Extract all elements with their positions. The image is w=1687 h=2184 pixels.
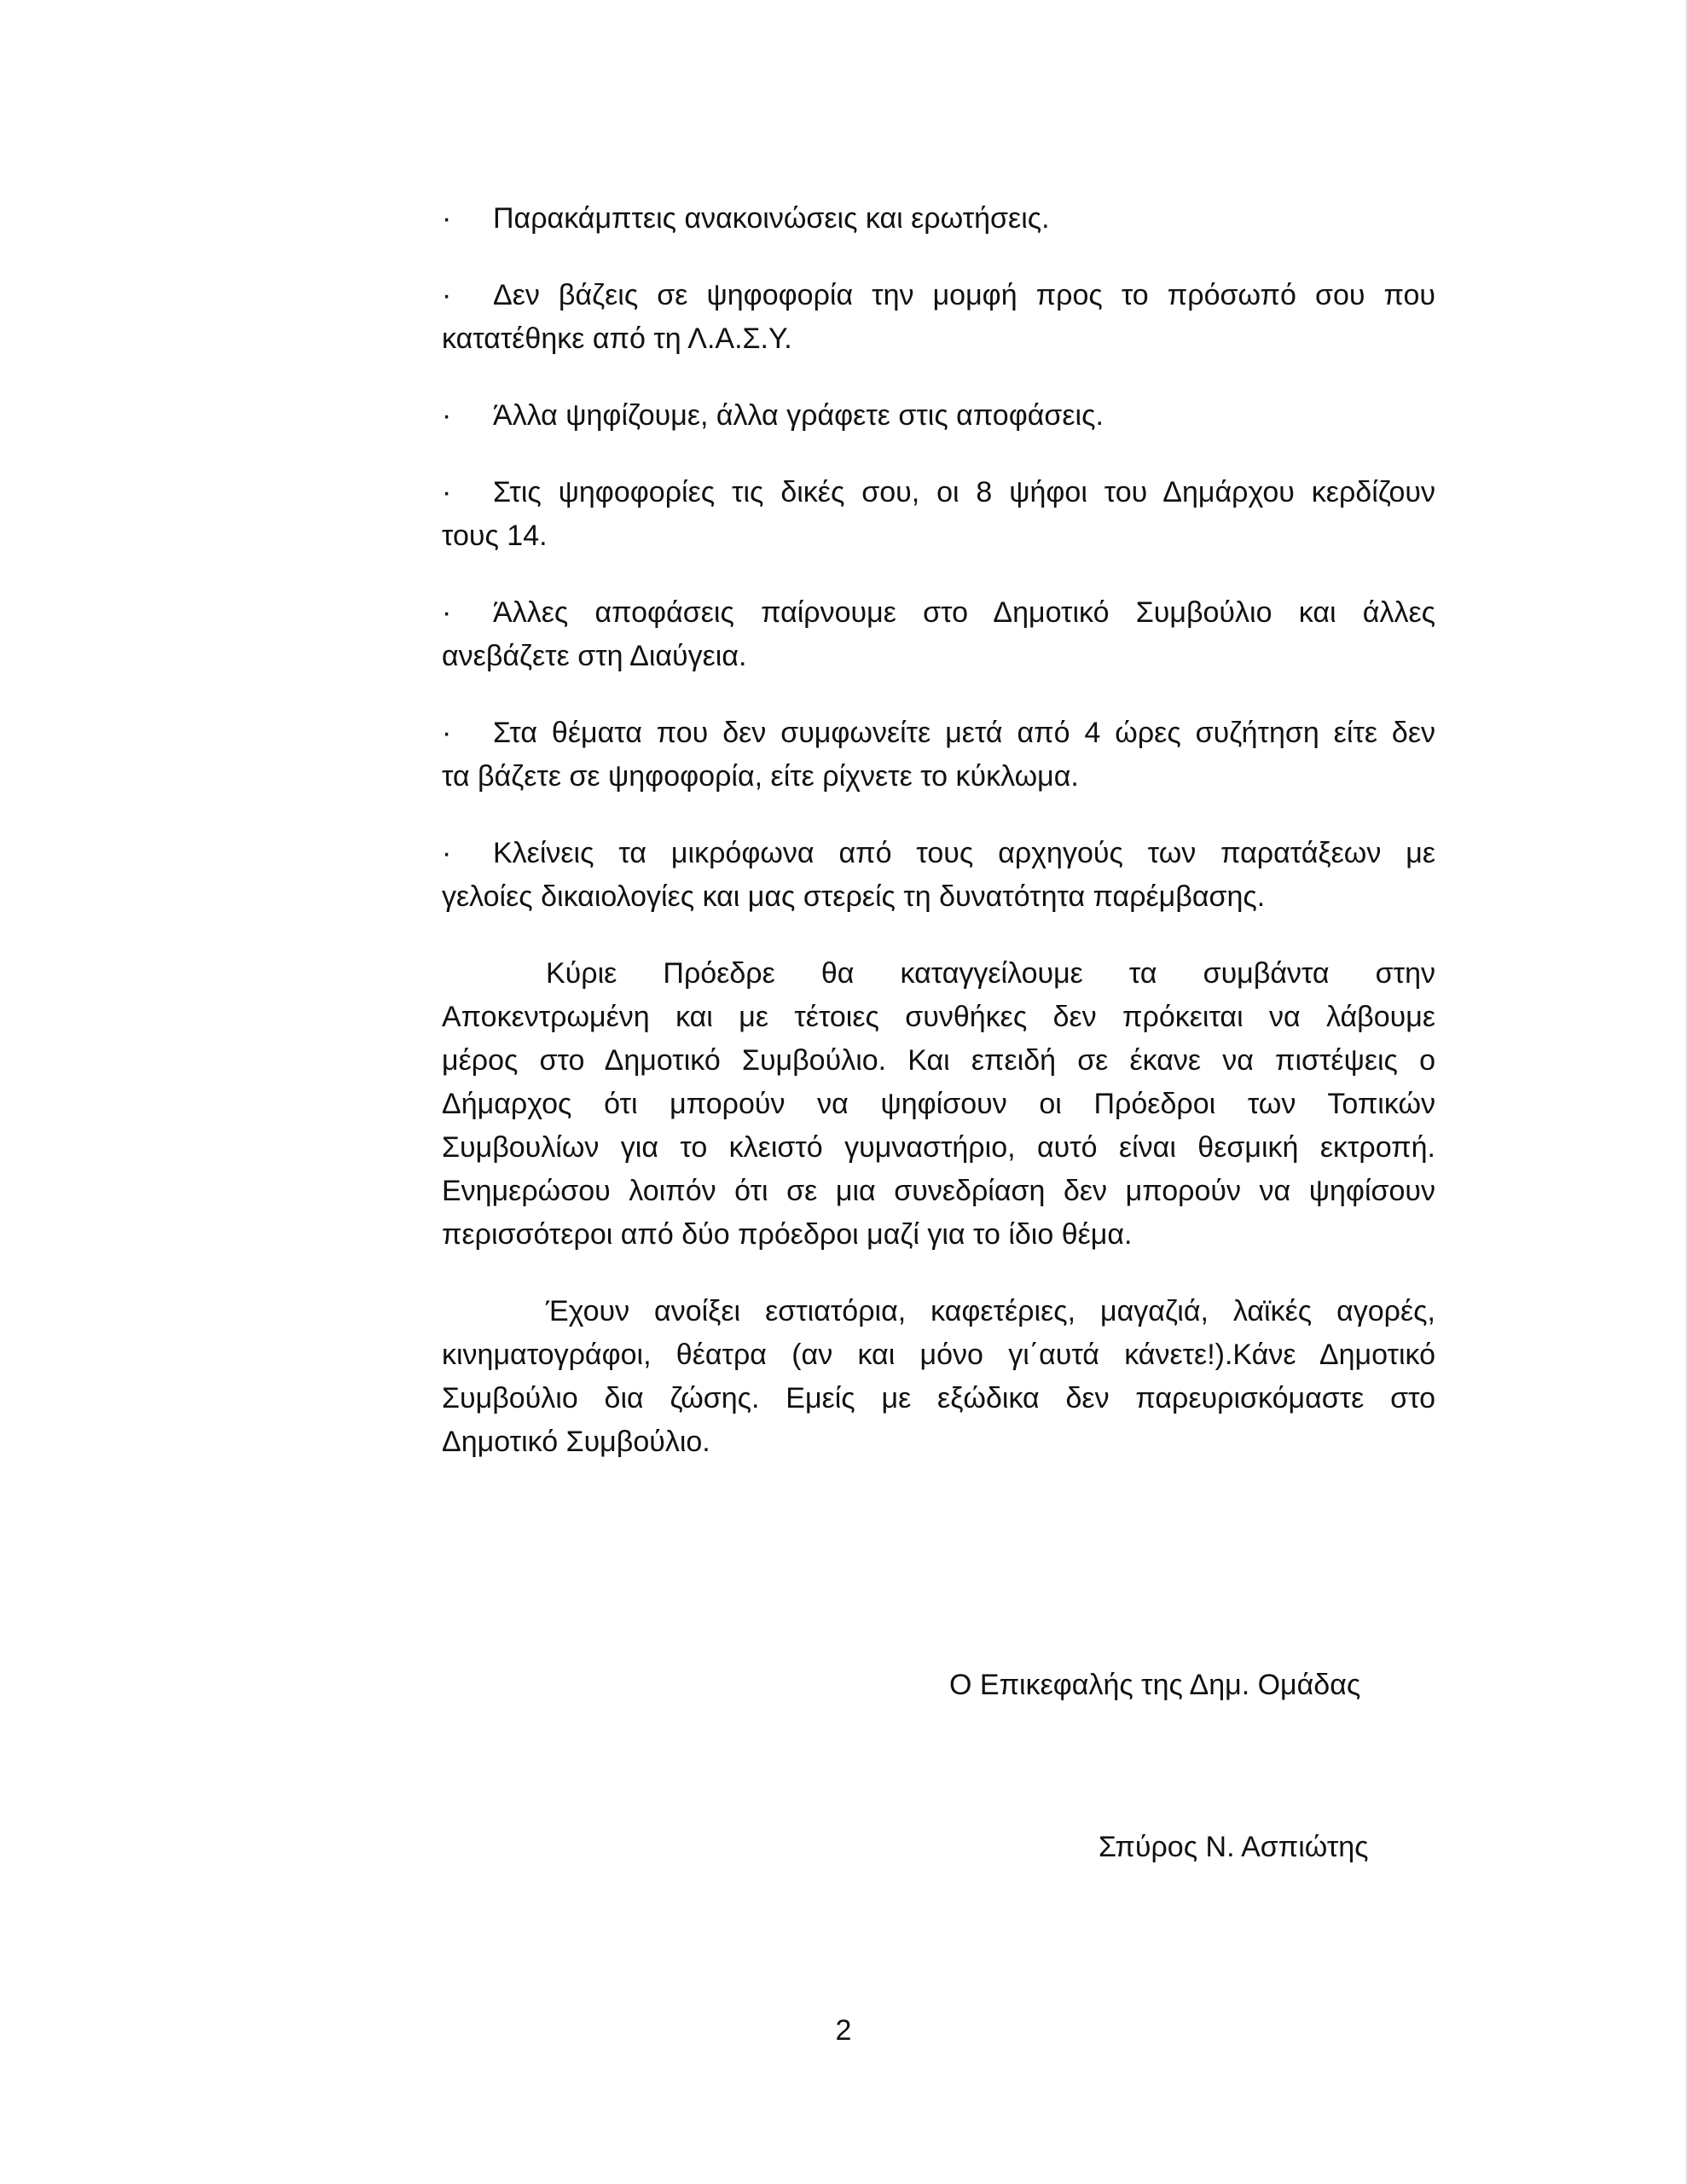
text-line: Συμβούλιο δια ζώσης. Εμείς με εξώδικα δεν παρευρισκόμαστε στο	[442, 1382, 1435, 1414]
bullet-paragraph	[442, 394, 1435, 438]
bullet-paragraph	[442, 591, 1435, 678]
text-line: τα βάζετε σε ψηφοφορία, είτε ρίχνετε το κύκλωμα.	[442, 760, 1079, 793]
text-line: κατατέθηκε από τη Λ.Α.Σ.Υ.	[442, 322, 792, 355]
text-line: Έχουν ανοίξει εστιατόρια, καφετέριες, μαγαζιά, λαϊκές αγορές,	[546, 1295, 1435, 1327]
text-line: · Κλείνεις τα μικρόφωνα από τους αρχηγούς των παρατάξεων με	[442, 832, 1435, 875]
text-line: Δημοτικό Συμβούλιο.	[442, 1426, 710, 1458]
document-text-body	[442, 197, 1435, 1497]
text-line: · Στις ψηφοφορίες τις δικές σου, οι 8 ψήφοι του Δημάρχου κερδίζουν	[442, 471, 1435, 514]
bullet-paragraph	[442, 197, 1435, 241]
text-line: Δήμαρχος ότι μπορούν να ψηφίσουν οι Πρόεδροι των Τοπικών	[442, 1088, 1435, 1120]
text-line: · Άλλες αποφάσεις παίρνουμε στο Δημοτικό Συμβούλιο και άλλες	[442, 591, 1435, 635]
bullet-paragraph	[442, 274, 1435, 361]
text-line: · Δεν βάζεις σε ψηφοφορία την μομφή προς το πρόσωπό σου που	[442, 274, 1435, 317]
signature-name-line: Σπύρος Ν. Ασπιώτης	[1099, 1831, 1369, 1863]
bullet-marker: ·	[442, 279, 452, 311]
bullet-paragraph	[442, 712, 1435, 799]
bullet-marker: ·	[442, 596, 452, 629]
bullet-marker: ·	[442, 202, 452, 235]
text-line: μέρος στο Δημοτικό Συμβούλιο. Και επειδή σε έκανε να πιστέψεις ο	[442, 1044, 1435, 1077]
bullet-marker: ·	[442, 717, 452, 749]
bullet-marker: ·	[442, 476, 452, 508]
text-line: · Στα θέματα που δεν συμφωνείτε μετά από 4 ώρες συζήτηση είτε δεν	[442, 712, 1435, 755]
text-line: κινηματογράφοι, θέατρα (αν και μόνο γι΄αυτά κάνετε!).Κάνε Δημοτικό	[442, 1339, 1435, 1371]
text-line: · Άλλα ψηφίζουμε, άλλα γράφετε στις αποφάσεις.	[442, 394, 1435, 438]
text-line: περισσότεροι από δύο πρόεδροι μαζί για το ίδιο θέμα.	[442, 1218, 1133, 1251]
body-paragraph	[442, 952, 1435, 1257]
bullet-paragraph	[442, 832, 1435, 919]
body-paragraph	[442, 1290, 1435, 1464]
signature-block	[442, 1664, 1435, 1869]
page-number: 2	[835, 2014, 852, 2047]
text-line: ανεβάζετε στη Διαύγεια.	[442, 640, 747, 672]
bullet-paragraph	[442, 471, 1435, 558]
text-line: τους 14.	[442, 520, 548, 552]
text-line: Ενημερώσου λοιπόν ότι σε μια συνεδρίαση δεν μπορούν να ψηφίσουν	[442, 1175, 1435, 1207]
signature-role-line: Ο Επικεφαλής της Δημ. Ομάδας	[949, 1669, 1361, 1701]
text-line: · Παρακάμπτεις ανακοινώσεις και ερωτήσεις.	[442, 197, 1435, 241]
text-line: Συμβουλίων για το κλειστό γυμναστήριο, αυτό είναι θεσμική εκτροπή.	[442, 1131, 1435, 1164]
text-line: Αποκεντρωμένη και με τέτοιες συνθήκες δεν πρόκειται να λάβουμε	[442, 1001, 1435, 1033]
text-line: γελοίες δικαιολογίες και μας στερείς τη δυνατότητα παρέμβασης.	[442, 880, 1266, 913]
bullet-marker: ·	[442, 399, 452, 432]
bullet-marker: ·	[442, 837, 452, 869]
text-line: Κύριε Πρόεδρε θα καταγγείλουμε τα συμβάντα στην	[546, 957, 1435, 990]
